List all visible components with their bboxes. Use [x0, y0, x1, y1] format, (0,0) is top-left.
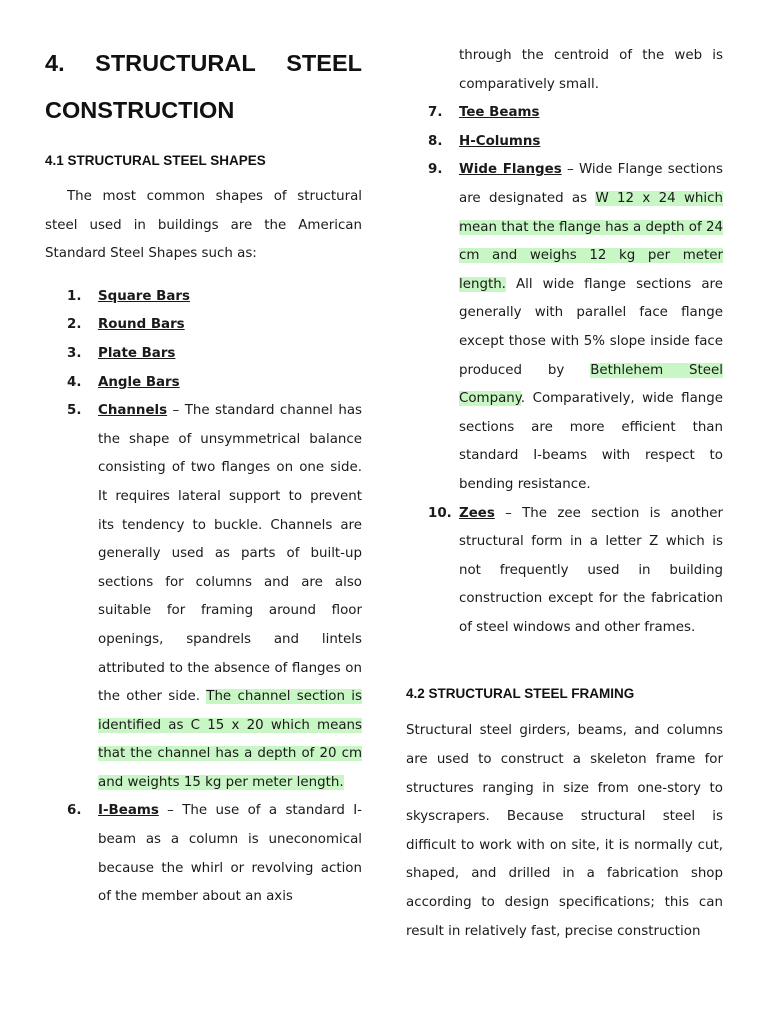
left-column [45, 0, 362, 912]
list-term: Square Bars [98, 288, 190, 304]
list-term: H-Columns [459, 133, 541, 149]
title-word-1: STRUCTURAL [95, 50, 256, 76]
item-text: – The standard channel has the shape of unsymmetrical balance consisting of two flanges on one side. It requires lateral support to prevent its tendency to buckle. Channels are generally used as parts of built-up sections for columns and are also suitable for framing around floor openings, spandrels and lintels attributed to the absence of flanges on the other side. [98, 403, 362, 705]
list-item: 2. Round Bars [67, 317, 185, 333]
item-text: through the centroid of the web is comparatively small. [459, 48, 723, 92]
list-term: I-Beams [98, 803, 159, 819]
list-item: 3. Plate Bars [67, 345, 176, 361]
item-text: – The zee section is another structural form in a letter Z which is not frequently used in building construction except for the fabrication of steel windows and other frames. [459, 505, 723, 635]
list-item: 1. Square Bars [67, 288, 190, 304]
intro-paragraph: The most common shapes of structural steel used in buildings are the American Standard Steel Shapes such as: [45, 189, 362, 262]
list-term: Zees [459, 505, 495, 521]
highlighted-text: W 12 x 24 which mean that the flange has a depth of 24 cm and weighs 12 kg per meter length. [459, 190, 723, 292]
list-term: Tee Beams [459, 105, 540, 121]
highlighted-text: Bethlehem Steel Company [459, 362, 723, 407]
list-item: 9. Wide Flanges – Wide Flange sections are designated as W 12 x 24 which mean that the flange has a depth of 24 cm and weighs 12 kg per meter length. All wide flange sections are generally with parallel face flange except those with 5% slope inside face produced by Bethlehem Steel Company. Comparatively, wide flange sections are more efficient than standard I-beams with respect to bending resistance. [428, 162, 723, 492]
list-term: Channels [98, 403, 168, 419]
right-column [406, 0, 723, 946]
list-item: 5. Channels – The standard channel has the shape of unsymmetrical balance consisting of two flanges on one side. It requires lateral support to prevent its tendency to buckle. Channels are generally used as parts of built-up sections for columns and are also suitable for framing around floor openings, spandrels and lintels attributed to the absence of flanges on the other side. The channel section is identified as C 15 x 20 which means that the channel has a depth of 20 cm and weights 15 kg per meter length. [67, 403, 362, 790]
list-term: Plate Bars [98, 345, 176, 361]
list-term: Angle Bars [98, 374, 180, 390]
highlighted-text: The channel section is identified as C 15 x 20 which means that the channel has a depth of 20 cm and weights 15 kg per meter length. [98, 689, 362, 790]
list-item: 6. I-Beams – The use of a standard I-beam as a column is uneconomical because the whirl or revolving action of the member about an axis [67, 803, 362, 905]
title-line-2: CONSTRUCTION [45, 97, 235, 123]
title-number: 4. [45, 50, 65, 76]
chapter-title [45, 40, 362, 134]
list-item: 4. Angle Bars [67, 374, 180, 390]
shapes-list-right [406, 42, 723, 642]
title-word-2: STEEL [286, 50, 362, 76]
list-item: 8. H-Columns [428, 133, 541, 149]
list-item-continuation [406, 42, 723, 99]
item-text: – Wide Flange sections are designated as [459, 162, 723, 206]
list-term: Wide Flanges [459, 162, 562, 178]
item-text: . Comparatively, wide flange sections are more efficient than standard I-beams with respect to bending resistance. [459, 391, 723, 492]
section-heading-4-2: 4.2 STRUCTURAL STEEL FRAMING [406, 686, 635, 702]
shapes-list-left [45, 283, 362, 912]
item-text: All wide flange sections are generally with parallel face flange except those with 5% slope inside face produced by [459, 276, 723, 378]
framing-paragraph: Structural steel girders, beams, and columns are used to construct a skeleton frame for structures ranging in size from one-story to skyscrapers. Because structural steel is difficult to work with on site, it is normally cut, shaped, and drilled in a fabrication shop according to design specifications; this can result in relatively fast, precise construction [406, 723, 723, 939]
item-text: – The use of a standard I-beam as a column is uneconomical because the whirl or revolving action of the member about an axis [98, 803, 362, 905]
section-heading-4-1: 4.1 STRUCTURAL STEEL SHAPES [45, 153, 266, 168]
list-term: Round Bars [98, 317, 185, 333]
list-item: 7. Tee Beams [428, 105, 540, 121]
list-item: 10. Zees – The zee section is another structural form in a letter Z which is not frequently used in building construction except for the fabrication of steel windows and other frames. [428, 505, 723, 635]
